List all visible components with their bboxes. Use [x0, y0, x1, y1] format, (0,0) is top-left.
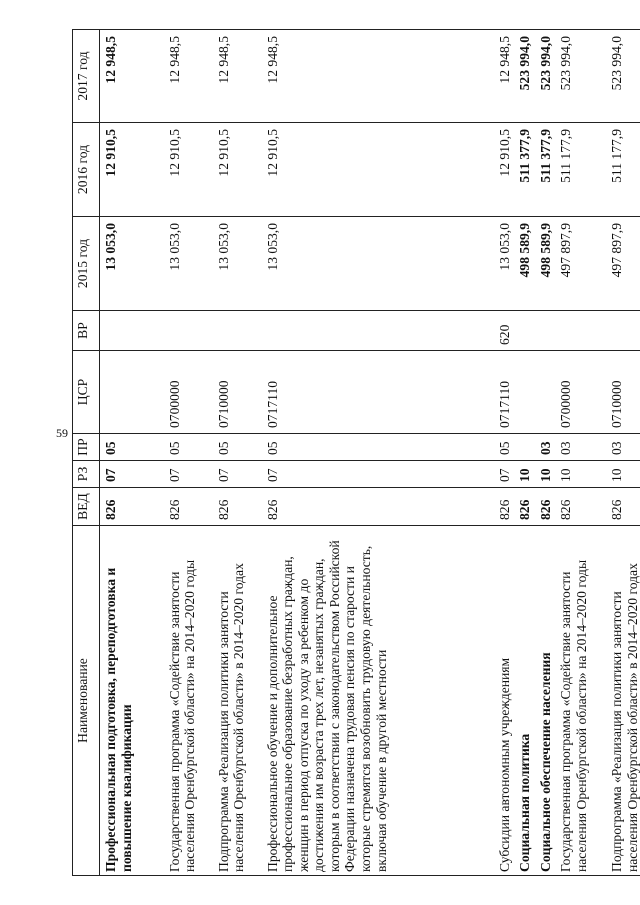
cell-y2015: 497 897,9 [555, 217, 606, 311]
cell-rz: 10 [555, 461, 606, 488]
cell-ved: 826 [555, 488, 606, 526]
cell-csr: 0717110 [262, 351, 494, 434]
cell-y2016: 12 910,5 [494, 123, 515, 217]
cell-csr: 0710000 [606, 351, 640, 434]
cell-y2017: 12 948,5 [262, 30, 494, 123]
cell-vr [262, 311, 494, 351]
cell-y2017: 523 994,0 [555, 30, 606, 123]
cell-y2017: 12 948,5 [213, 30, 262, 123]
cell-y2015: 498 589,9 [514, 217, 535, 311]
cell-y2015: 497 897,9 [606, 217, 640, 311]
table-row [606, 30, 640, 876]
cell-y2016: 12 910,5 [262, 123, 494, 217]
table-body [100, 30, 640, 876]
cell-y2016: 511 377,9 [535, 123, 556, 217]
table-row [514, 30, 535, 876]
cell-csr: 0700000 [555, 351, 606, 434]
cell-rz: 10 [535, 461, 556, 488]
cell-pr [514, 434, 535, 461]
table-header-row [73, 30, 100, 876]
cell-y2016: 511 177,9 [606, 123, 640, 217]
cell-name: Субсидии автономным учреждениям [494, 526, 515, 876]
cell-name: Государственная программа «Содействие занятости населения Оренбургской области» на 2014–2020 годы [164, 526, 213, 876]
table-row [555, 30, 606, 876]
header-pr: ПР [73, 434, 100, 461]
cell-pr: 05 [100, 434, 164, 461]
cell-pr: 05 [494, 434, 515, 461]
cell-ved: 826 [606, 488, 640, 526]
cell-ved: 826 [494, 488, 515, 526]
header-rz: РЗ [73, 461, 100, 488]
cell-vr [514, 311, 535, 351]
cell-y2015: 13 053,0 [164, 217, 213, 311]
cell-vr [555, 311, 606, 351]
cell-ved: 826 [262, 488, 494, 526]
cell-y2016: 511 177,9 [555, 123, 606, 217]
cell-y2016: 12 910,5 [164, 123, 213, 217]
cell-y2015: 13 053,0 [262, 217, 494, 311]
cell-y2016: 12 910,5 [213, 123, 262, 217]
cell-name: Подпрограмма «Реализация политики занятости населения Оренбургской области» в 2014–2020 годах [213, 526, 262, 876]
header-csr: ЦСР [73, 351, 100, 434]
cell-vr: 620 [494, 311, 515, 351]
cell-y2017: 523 994,0 [514, 30, 535, 123]
cell-pr: 05 [164, 434, 213, 461]
cell-y2016: 12 910,5 [100, 123, 164, 217]
cell-pr: 03 [606, 434, 640, 461]
cell-y2015: 13 053,0 [100, 217, 164, 311]
cell-y2017: 523 994,0 [606, 30, 640, 123]
header-2015: 2015 год [73, 217, 100, 311]
budget-table [72, 29, 640, 876]
table-row [535, 30, 556, 876]
cell-y2017: 12 948,5 [494, 30, 515, 123]
cell-rz: 07 [164, 461, 213, 488]
header-vr: ВР [73, 311, 100, 351]
table-row [494, 30, 515, 876]
cell-vr [164, 311, 213, 351]
header-2017: 2017 год [73, 30, 100, 123]
cell-pr: 03 [555, 434, 606, 461]
cell-rz: 10 [514, 461, 535, 488]
cell-y2015: 498 589,9 [535, 217, 556, 311]
cell-y2016: 511 377,9 [514, 123, 535, 217]
cell-y2017: 523 994,0 [535, 30, 556, 123]
cell-y2017: 12 948,5 [164, 30, 213, 123]
header-2016: 2016 год [73, 123, 100, 217]
cell-name: Профессиональная подготовка, переподготовка и повышение квалификации [100, 526, 164, 876]
cell-ved: 826 [213, 488, 262, 526]
cell-vr [606, 311, 640, 351]
cell-rz: 10 [606, 461, 640, 488]
cell-y2015: 13 053,0 [494, 217, 515, 311]
cell-ved: 826 [535, 488, 556, 526]
header-ved: ВЕД [73, 488, 100, 526]
cell-csr: 0710000 [213, 351, 262, 434]
table-row [100, 30, 164, 876]
cell-csr: 0700000 [164, 351, 213, 434]
cell-rz: 07 [494, 461, 515, 488]
cell-name: Социальная политика [514, 526, 535, 876]
header-name: Наименование [73, 526, 100, 876]
cell-ved: 826 [514, 488, 535, 526]
cell-name: Государственная программа «Содействие занятости населения Оренбургской области» на 2014–2020 годы [555, 526, 606, 876]
cell-ved: 826 [100, 488, 164, 526]
cell-ved: 826 [164, 488, 213, 526]
cell-vr [100, 311, 164, 351]
cell-pr: 03 [535, 434, 556, 461]
table-row [164, 30, 213, 876]
cell-pr: 05 [262, 434, 494, 461]
cell-rz: 07 [213, 461, 262, 488]
table-row [262, 30, 494, 876]
cell-vr [535, 311, 556, 351]
cell-rz: 07 [262, 461, 494, 488]
cell-csr [535, 351, 556, 434]
cell-name: Подпрограмма «Реализация политики занятости населения Оренбургской области» в 2014–2020 годах [606, 526, 640, 876]
cell-vr [213, 311, 262, 351]
cell-csr: 0717110 [494, 351, 515, 434]
cell-name: Социальное обеспечение населения [535, 526, 556, 876]
cell-csr [100, 351, 164, 434]
rotated-table-wrapper [72, 30, 640, 876]
page-number: 59 [56, 426, 68, 440]
cell-csr [514, 351, 535, 434]
cell-rz: 07 [100, 461, 164, 488]
cell-y2017: 12 948,5 [100, 30, 164, 123]
cell-y2015: 13 053,0 [213, 217, 262, 311]
cell-name: Профессиональное обучение и дополнительное профессиональное образование безработных граждан, женщин в период отпуска по уходу за ребенком до достижения им возраста трех лет, незанятых граждан, которым в соответствии с законодательством Российской Федерации назначена трудовая пенсия по старости и которые стремятся возобновить трудовую деятельность, включая обучение в другой местности [262, 526, 494, 876]
table-row [213, 30, 262, 876]
cell-pr: 05 [213, 434, 262, 461]
